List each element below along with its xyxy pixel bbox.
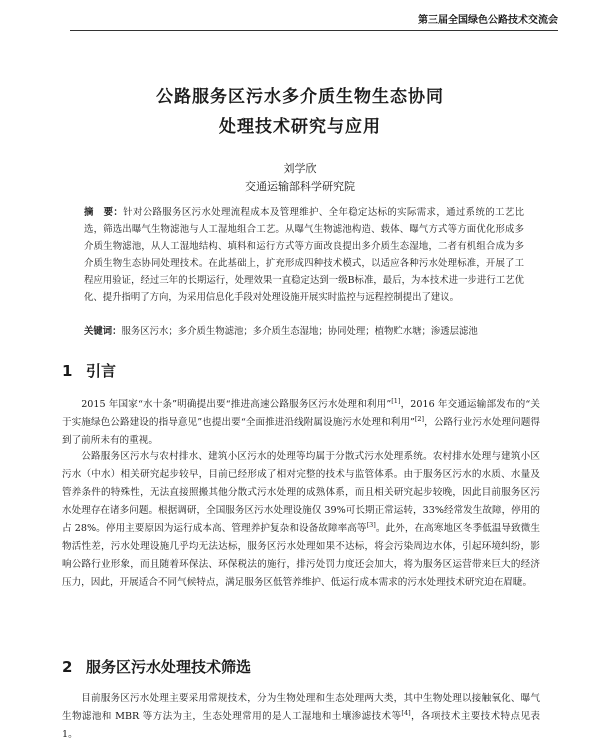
paragraph-text: 。此外，在高寒地区冬季低温导致微生物活性差，污水处理设施几乎均无法达标，服务区污水处理如果不达标，将会污染周边水体，引起环境纠纷，影响公路行业形象，而且随着环保法、环保税法的施行，排污处罚力度还会加大，将为服务区运营带来巨大的经济压力，因此，开展适合不同气候特点，满足服务区低管养维护、低运行成本需求的污水处理技术研究迫在眉睫。 xyxy=(62,523,541,588)
citation-ref: [4] xyxy=(401,708,411,717)
paper-title-line-2: 处理技术研究与应用 xyxy=(219,117,381,137)
section-title: 服务区污水处理技术筛选 xyxy=(86,658,252,676)
abstract xyxy=(84,204,524,306)
paragraph-text: 目前服务区污水处理主要采用常规技术，分为生物处理和生态处理两大类，其中生物处理以接触氧化、曝气生物滤池和 MBR 等方法为主，生态处理常用的是人工湿地和土壤渗滤技术等 xyxy=(62,693,540,722)
paragraph-text: ，2016 年交通运输部发布的“关于实施绿色公路建设的指导意见”也提出要“全面推进沿线附属设施污水处理和利用” xyxy=(62,399,540,428)
paper-title-line-1: 公路服务区污水多介质生物生态协同 xyxy=(156,87,444,107)
section-number: 2 xyxy=(62,658,73,676)
section-heading-introduction xyxy=(62,360,116,381)
author-name: 刘学欣 xyxy=(283,162,317,175)
paragraph-text: ，各项技术主要技术特点见表 1。 xyxy=(62,711,540,740)
abstract-text: 针对公路服务区污水处理流程成本及管理维护、全年稳定达标的实际需求，通过系统的工艺比选，筛选出曝气生物滤池与人工湿地组合工艺。从曝气生物滤池构造、载体、曝气方式等方面优化形成多介质生物滤池，从人工湿地结构、填料和运行方式等方面改良提出多介质生态湿地，二者有机组合成为多介质生物生态协同处理技术。在此基础上，扩充形成四种技术模式，以适应各种污水处理标准，开展了工程应用验证，经过三年的长期运行，处理效果一直稳定达到一级B标准，最后，为本技术进一步进行工艺优化、提升指明了方向，为采用信息化手段对处理设施开展实时监控与远程控制提出了建议。 xyxy=(84,207,524,303)
author-affiliation: 交通运输部科学研究院 xyxy=(245,180,355,193)
keywords xyxy=(84,323,524,340)
section-title: 引言 xyxy=(86,362,117,380)
citation-ref: [3] xyxy=(366,520,376,529)
keywords-text: 服务区污水；多介质生物滤池；多介质生态湿地；协同处理；植物贮水塘；渗透层滤池 xyxy=(121,326,478,337)
abstract-label: 摘 要： xyxy=(84,207,124,218)
section-heading-technology-screening xyxy=(62,656,251,677)
keywords-label: 关键词： xyxy=(84,326,122,337)
paragraph-text: 2015 年国家“水十条”明确提出要“推进高速公路服务区污水处理和利用” xyxy=(81,399,392,410)
paragraph-intro-1 xyxy=(62,396,540,450)
section-number: 1 xyxy=(62,362,73,380)
paragraph-text: ，公路行业污水处理问题得到了前所未有的重视。 xyxy=(62,417,541,446)
citation-ref: [2] xyxy=(414,414,425,423)
running-header-text: 第三届全国绿色公路技术交流会 xyxy=(418,15,558,26)
running-header xyxy=(70,14,558,31)
paragraph-text: 公路服务区污水与农村排水、建筑小区污水的处理等均属于分散式污水处理系统。农村排水处理与建筑小区污水（中水）相关研究起步较早，目前已经形成了相对完整的技术与监管体系。由于服务区污水的水质、水量及管养条件的特殊性，无法直接照搬其他分散式污水处理的成熟体系，而且相关研究起步较晚，因此目前服务区污水处理存在诸多问题。根据调研，全国服务区污水处理设施仅 39%可长期正常运转，33%经常发生故障，停用的占 28%。停用主要原因为运行成本高、管理养护复杂和设备故障率高等 xyxy=(62,451,540,534)
paragraph-intro-2 xyxy=(62,448,540,592)
citation-ref: [1] xyxy=(391,396,401,405)
paragraph-screening-1 xyxy=(62,690,540,744)
